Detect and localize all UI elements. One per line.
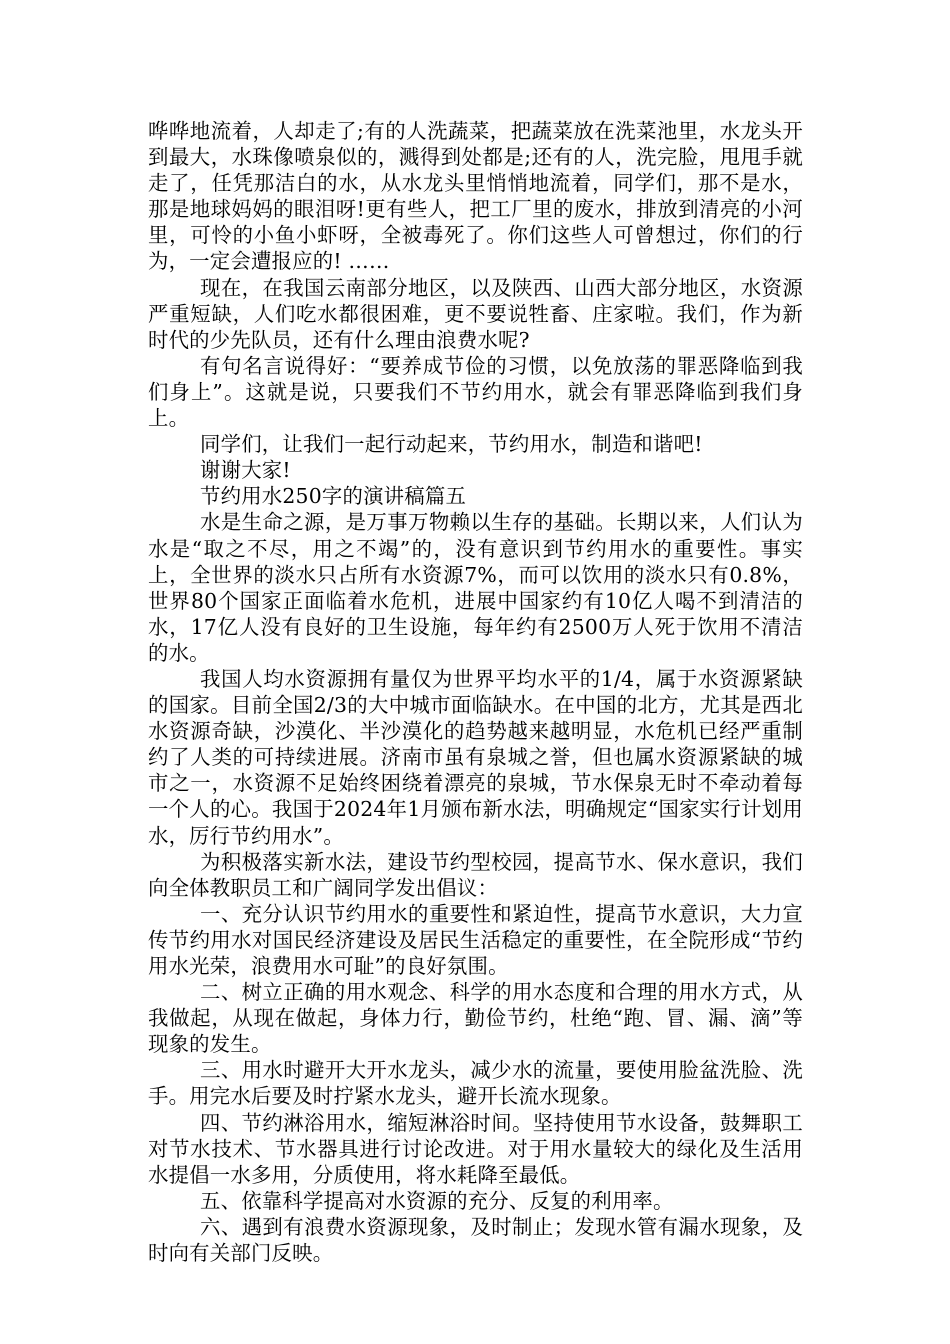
proposal-item-3: 三、用水时避开大开水龙头，减少水的流量，要使用脸盆洗脸、洗手。用完水后要及时拧紧水龙头，避开长流水现象。 — [148, 1058, 803, 1109]
paragraph-call-to-action: 同学们，让我们一起行动起来，节约用水，制造和谐吧! — [200, 432, 703, 457]
section-heading-part-five: 节约用水250字的演讲稿篇五 — [200, 484, 467, 509]
proposal-item-5: 五、依靠科学提高对水资源的充分、反复的利用率。 — [200, 1188, 674, 1213]
paragraph-quote: 有句名言说得好：“要养成节俭的习惯，以免放荡的罪恶降临到我们身上”。这就是说，只要我们不节约用水，就会有罪恶降临到我们身上。 — [148, 353, 803, 431]
proposal-item-2: 二、树立正确的用水观念、科学的用水态度和合理的用水方式，从我做起，从现在做起，身体力行，勤俭节约，杜绝“跑、冒、漏、滴”等现象的发生。 — [148, 980, 803, 1057]
document-body — [148, 118, 803, 1266]
paragraph-source-of-life: 水是生命之源，是万事万物赖以生存的基础。长期以来，人们认为水是“取之不尽，用之不竭”的，没有意识到节约用水的重要性。事实上，全世界的淡水只占所有水资源7%，而可以饮用的淡水只有0.8%，世界80个国家正面临着水危机，进展中国家约有10亿人喝不到清洁的水，17亿人没有良好的卫生设施，每年约有2500万人死于饮用不清洁的水。 — [148, 510, 803, 665]
paragraph-water-shortage: 现在，在我国云南部分地区，以及陕西、山西大部分地区，水资源严重短缺，人们吃水都很困难，更不要说牲畜、庄家啦。我们，作为新时代的少先队员，还有什么理由浪费水呢? — [148, 275, 803, 352]
proposal-item-1: 一、充分认识节约用水的重要性和紧迫性，提高节水意识，大力宣传节约用水对国民经济建设及居民生活稳定的重要性，在全院形成“节约用水光荣，浪费用水可耻”的良好氛围。 — [148, 901, 803, 978]
paragraph-proposal-intro: 为积极落实新水法，建设节约型校园，提高节水、保水意识，我们向全体教职员工和广阔同学发出倡议： — [148, 849, 803, 900]
paragraph-continuation: 哗哗地流着，人却走了;有的人洗蔬菜，把蔬菜放在洗菜池里，水龙头开到最大，水珠像喷泉似的，溅得到处都是;还有的人，洗完脸，甩甩手就走了，任凭那洁白的水，从水龙头里悄悄地流着，同学们，那不是水，那是地球妈妈的眼泪呀!更有些人，把工厂里的废水，排放到清亮的小河里，可怜的小鱼小虾呀，全被毒死了。你们这些人可曾想过，你们的行为，一定会遭报应的! …… — [148, 119, 803, 274]
paragraph-thanks: 谢谢大家! — [200, 458, 291, 483]
proposal-item-6: 六、遇到有浪费水资源现象，及时制止；发现水管有漏水现象，及时向有关部门反映。 — [148, 1214, 803, 1266]
paragraph-national-resources: 我国人均水资源拥有量仅为世界平均水平的1/4，属于水资源紧缺的国家。目前全国2/3的大中城市面临缺水。在中国的北方，尤其是西北水资源奇缺，沙漠化、半沙漠化的趋势越来越明显，水危机已经严重制约了人类的可持续进展。济南市虽有泉城之誉，但也属水资源紧缺的城市之一，水资源不足始终困绕着漂亮的泉城，节水保泉无时不牵动着每一个人的心。我国于2024年1月颁布新水法，明确规定“国家实行计划用水，厉行节约用水”。 — [148, 666, 803, 848]
proposal-item-4: 四、节约淋浴用水，缩短淋浴时间。坚持使用节水设备，鼓舞职工对节水技术、节水器具进行讨论改进。对于用水量较大的绿化及生活用水提倡一水多用，分质使用，将水耗降至最低。 — [148, 1110, 803, 1187]
